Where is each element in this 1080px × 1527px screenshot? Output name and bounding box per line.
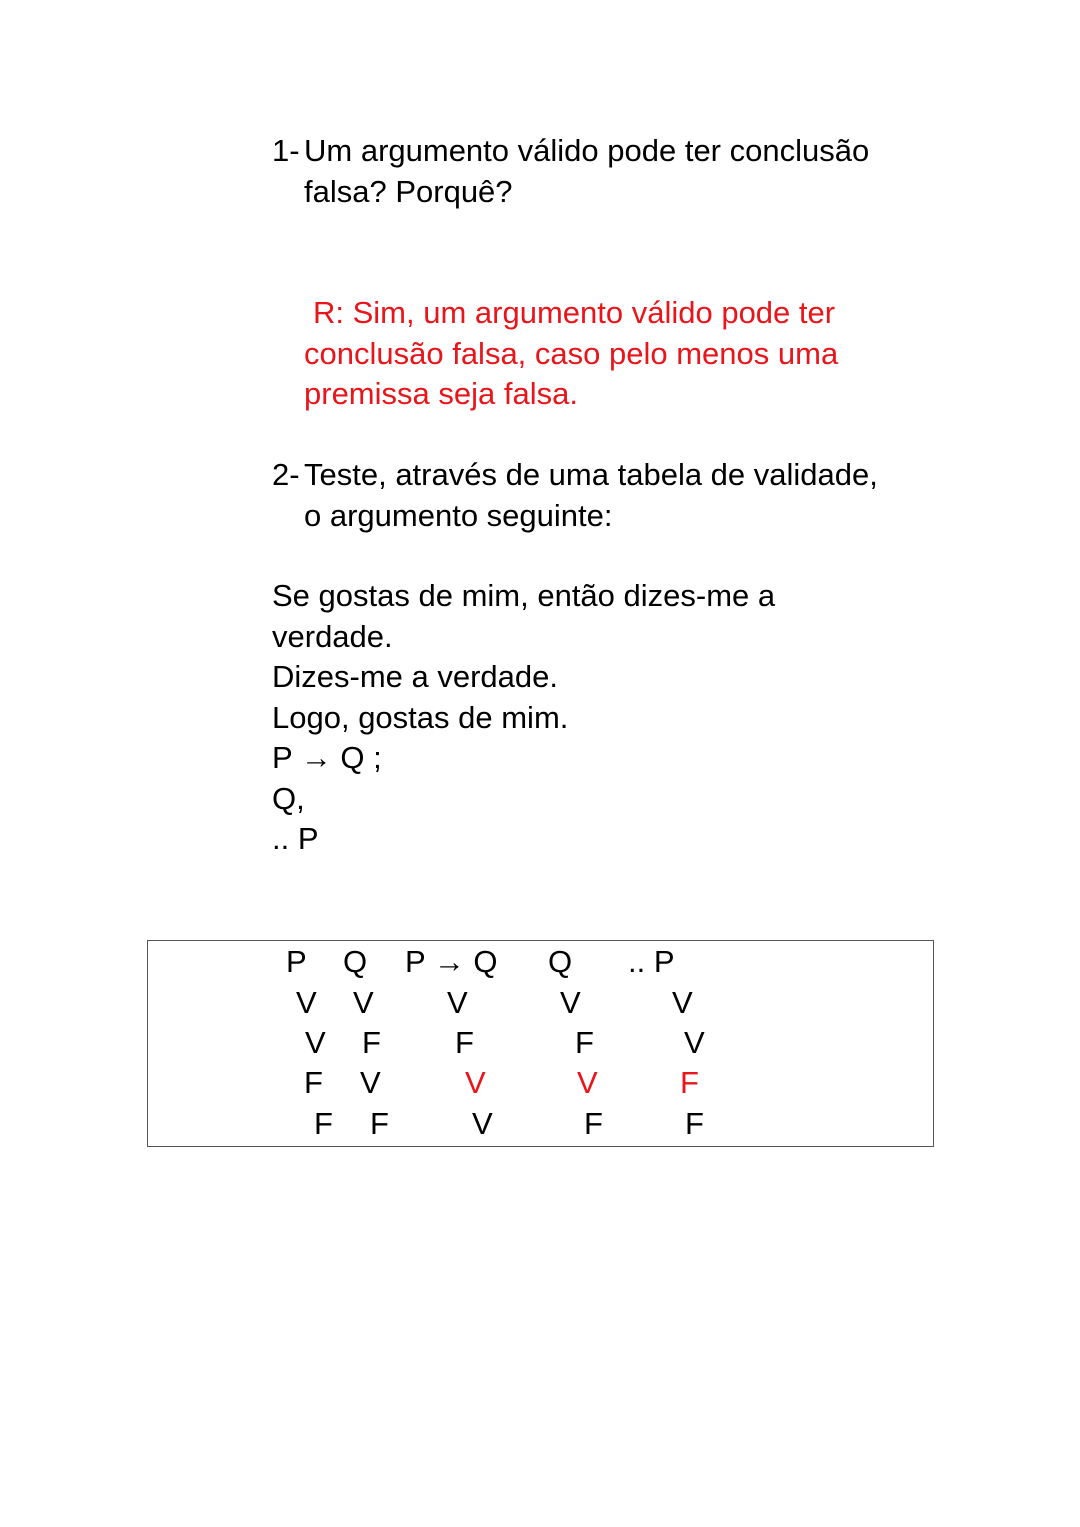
table-cell: V <box>472 1106 493 1141</box>
table-cell: F <box>370 1106 389 1141</box>
table-cell: V <box>672 985 693 1020</box>
table-cell: F <box>584 1106 603 1141</box>
table-cell: F <box>455 1025 474 1060</box>
table-cell: V <box>360 1065 381 1100</box>
table-cell: V <box>684 1025 705 1060</box>
table-header-cell: Q <box>343 944 368 979</box>
table-header-cell: P <box>286 944 307 979</box>
question-1-line: Um argumento válido pode ter conclusão <box>304 133 870 168</box>
table-cell: V <box>353 985 374 1020</box>
table-cell: F <box>314 1106 333 1141</box>
table-cell: V <box>560 985 581 1020</box>
table-header-cell: Q <box>548 944 573 979</box>
table-cell: V <box>577 1065 598 1100</box>
answer-1-line: conclusão falsa, caso pelo menos uma <box>304 335 839 371</box>
table-cell: V <box>447 985 468 1020</box>
question-2-line: Teste, através de uma tabela de validade, <box>304 457 878 492</box>
argument-line: .. P <box>272 821 319 856</box>
table-header-cell: .. P <box>628 944 675 979</box>
table-header-cell: P → Q <box>405 944 498 979</box>
argument-line: Logo, gostas de mim. <box>272 699 569 735</box>
table-cell: F <box>575 1025 594 1060</box>
argument-line: Q, <box>272 780 305 816</box>
argument-line: verdade. <box>272 618 393 654</box>
argument <box>272 576 775 860</box>
question-2-number: 2- <box>272 457 300 492</box>
answer-1 <box>304 293 838 415</box>
question-1-line: falsa? Porquê? <box>304 173 513 209</box>
question-1-number: 1- <box>272 133 300 168</box>
table-cell: V <box>296 985 317 1020</box>
table-cell: F <box>304 1065 323 1100</box>
answer-1-line: premissa seja falsa. <box>304 376 578 411</box>
table-cell: F <box>685 1106 704 1141</box>
truth-table <box>147 940 934 1147</box>
question-2-line: o argumento seguinte: <box>304 497 613 533</box>
table-cell: V <box>305 1025 326 1060</box>
argument-line: P → Q ; <box>272 740 382 775</box>
argument-line: Dizes-me a verdade. <box>272 659 559 694</box>
argument-line: Se gostas de mim, então dizes-me a <box>272 578 776 613</box>
table-cell: F <box>362 1025 381 1060</box>
table-cell: F <box>680 1065 699 1100</box>
table-cell: V <box>465 1065 486 1100</box>
answer-1-line: R: Sim, um argumento válido pode ter <box>313 295 836 330</box>
